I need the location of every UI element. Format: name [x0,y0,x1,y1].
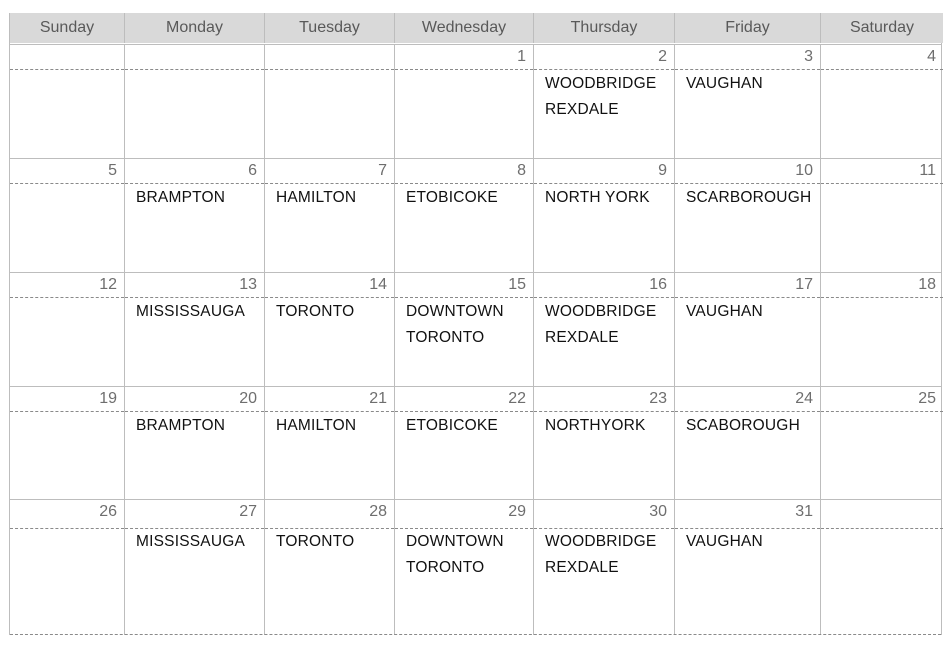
calendar-day-cell[interactable] [125,158,265,272]
weekday-header-wednesday: Wednesday [395,13,534,43]
event-label[interactable]: MISSISSAUGA [136,533,246,550]
day-divider [821,69,943,70]
event-label[interactable]: MISSISSAUGA [136,303,246,320]
day-divider [821,183,943,184]
event-label[interactable]: SCABOROUGH [686,417,800,434]
day-number: 16 [649,276,667,293]
event-label[interactable]: REXDALE [545,329,619,346]
event-label[interactable]: DOWNTOWN [406,303,504,320]
day-divider [395,69,533,70]
day-divider [10,297,124,298]
day-number: 14 [369,276,387,293]
event-label[interactable]: TORONTO [406,559,485,576]
day-number: 28 [369,503,387,520]
calendar-day-cell[interactable] [395,272,534,386]
calendar-day-cell[interactable] [534,44,675,158]
day-divider [534,297,674,298]
calendar-day-cell[interactable] [265,158,395,272]
day-number: 29 [508,503,526,520]
day-divider [534,411,674,412]
day-number: 12 [99,276,117,293]
weekday-header-sunday: Sunday [10,13,125,43]
event-label[interactable]: ETOBICOKE [406,189,498,206]
weekday-header-tuesday: Tuesday [265,13,395,43]
calendar-day-cell[interactable] [821,158,943,272]
day-divider [821,297,943,298]
calendar-day-cell[interactable] [675,158,821,272]
day-number: 15 [508,276,526,293]
calendar-day-cell[interactable] [534,499,675,635]
day-divider [125,411,264,412]
calendar-day-cell[interactable] [534,386,675,499]
event-label[interactable]: VAUGHAN [686,533,763,550]
calendar-day-cell[interactable] [675,499,821,635]
day-divider [125,69,264,70]
calendar-day-cell[interactable] [395,44,534,158]
day-number: 18 [918,276,936,293]
day-divider [534,69,674,70]
day-divider [125,297,264,298]
day-divider [821,528,943,529]
calendar-day-cell[interactable] [265,499,395,635]
day-number: 8 [517,162,526,179]
event-label[interactable]: HAMILTON [276,417,357,434]
event-label[interactable]: WOODBRIDGE [545,303,657,320]
weekday-header-monday: Monday [125,13,265,43]
day-divider [265,69,394,70]
day-number: 10 [795,162,813,179]
day-number: 20 [239,390,257,407]
event-label[interactable]: BRAMPTON [136,189,226,206]
calendar-day-cell[interactable] [10,386,125,499]
day-divider [395,411,533,412]
day-divider [10,183,124,184]
calendar-day-cell[interactable] [821,499,943,635]
day-number: 13 [239,276,257,293]
day-number: 19 [99,390,117,407]
weekday-header-friday: Friday [675,13,821,43]
event-label[interactable]: TORONTO [406,329,485,346]
calendar-grid [9,13,942,635]
day-number: 23 [649,390,667,407]
event-label[interactable]: TORONTO [276,533,355,550]
day-number: 25 [918,390,936,407]
calendar-day-cell[interactable] [125,386,265,499]
calendar-day-cell[interactable] [821,386,943,499]
weekday-header-saturday: Saturday [821,13,943,43]
calendar-bottom-border [10,634,941,635]
day-number: 17 [795,276,813,293]
day-number: 22 [508,390,526,407]
day-number: 30 [649,503,667,520]
day-number: 2 [658,48,667,65]
day-divider [10,69,124,70]
calendar-day-cell[interactable] [395,499,534,635]
day-number: 6 [248,162,257,179]
day-divider [675,183,820,184]
calendar-day-cell[interactable] [534,158,675,272]
day-divider [395,183,533,184]
calendar-day-cell[interactable] [675,272,821,386]
day-divider [265,411,394,412]
day-divider [10,411,124,412]
event-label[interactable]: ETOBICOKE [406,417,498,434]
event-label[interactable]: VAUGHAN [686,75,763,92]
day-divider [821,411,943,412]
event-label[interactable]: NORTHYORK [545,417,646,434]
day-number: 31 [795,503,813,520]
calendar-day-cell[interactable] [265,44,395,158]
calendar-day-cell[interactable] [125,44,265,158]
event-label[interactable]: BRAMPTON [136,417,226,434]
event-label[interactable]: NORTH YORK [545,189,650,206]
calendar-day-cell[interactable] [10,272,125,386]
calendar-day-cell[interactable] [10,158,125,272]
day-number: 26 [99,503,117,520]
calendar-day-cell[interactable] [395,386,534,499]
event-label[interactable]: REXDALE [545,559,619,576]
event-label[interactable]: SCARBOROUGH [686,189,812,206]
day-divider [675,411,820,412]
event-label[interactable]: DOWNTOWN [406,533,504,550]
day-divider [265,183,394,184]
day-divider [125,183,264,184]
day-number: 24 [795,390,813,407]
day-divider [675,297,820,298]
day-number: 21 [369,390,387,407]
calendar-day-cell[interactable] [534,272,675,386]
day-divider [675,69,820,70]
event-label[interactable]: REXDALE [545,101,619,118]
calendar-day-cell[interactable] [395,158,534,272]
day-number: 3 [804,48,813,65]
calendar-day-cell[interactable] [265,386,395,499]
day-divider [534,183,674,184]
day-number: 27 [239,503,257,520]
event-label[interactable]: WOODBRIDGE [545,75,657,92]
day-number: 4 [927,48,936,65]
day-number: 1 [517,48,526,65]
calendar-day-cell[interactable] [10,499,125,635]
event-label[interactable]: HAMILTON [276,189,357,206]
day-number: 11 [919,162,936,179]
calendar-day-cell[interactable] [125,499,265,635]
event-label[interactable]: TORONTO [276,303,355,320]
weekday-header-thursday: Thursday [534,13,675,43]
event-label[interactable]: WOODBRIDGE [545,533,657,550]
calendar-day-cell[interactable] [821,272,943,386]
event-label[interactable]: VAUGHAN [686,303,763,320]
day-number: 5 [108,162,117,179]
calendar-day-cell[interactable] [675,386,821,499]
day-divider [395,297,533,298]
calendar-day-cell[interactable] [10,44,125,158]
calendar-day-cell[interactable] [675,44,821,158]
calendar-day-cell[interactable] [125,272,265,386]
calendar-day-cell[interactable] [821,44,943,158]
day-divider [10,528,124,529]
day-number: 7 [378,162,387,179]
day-divider [265,297,394,298]
calendar-day-cell[interactable] [265,272,395,386]
day-number: 9 [658,162,667,179]
